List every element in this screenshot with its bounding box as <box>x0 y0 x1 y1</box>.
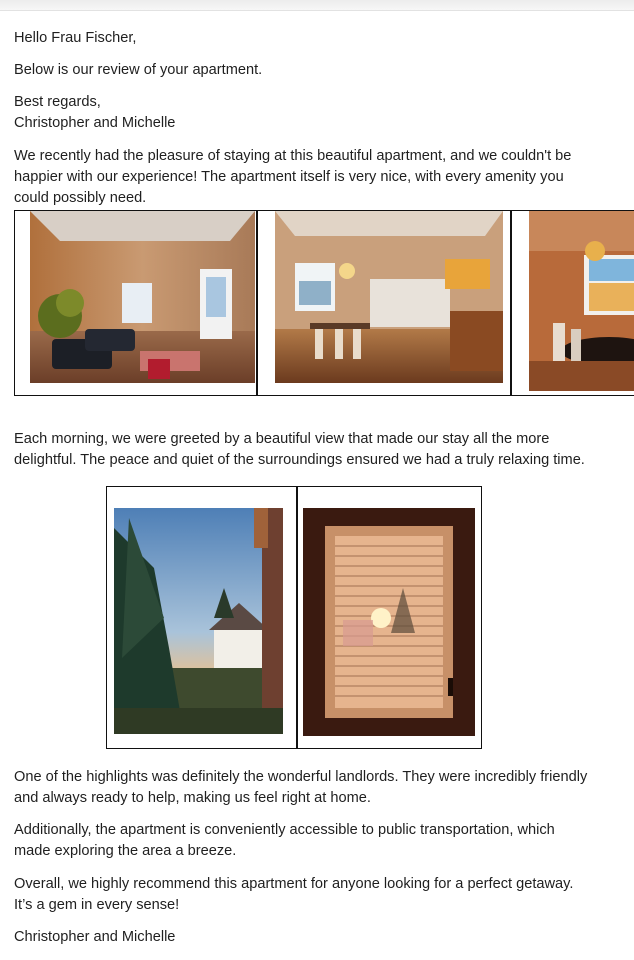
top-bar <box>0 0 634 11</box>
window-sunrise-photo <box>303 508 475 736</box>
regards-line: Best regards, <box>14 94 101 110</box>
dining-room-photo <box>529 211 634 391</box>
paragraph-morning-view: Each morning, we were greeted by a beautiful view that made our stay all the more delightful. The peace and quiet of the surroundings ensured we had a truly relaxing time. <box>14 431 585 468</box>
kitchen-photo <box>275 211 503 383</box>
greeting: Hello Frau Fischer, <box>14 30 137 46</box>
photo-row-1 <box>14 210 634 396</box>
intro-line: Below is our review of your apartment. <box>14 62 263 78</box>
paragraph-recommendation: Overall, we highly recommend this apartment for anyone looking for a perfect getaway. It’s a gem in every sense! <box>14 876 574 913</box>
paragraph-landlords: One of the highlights was definitely the wonderful landlords. They were incredibly friendly and always ready to help, making us feel right at home. <box>14 769 588 806</box>
garden-view-photo <box>114 508 283 734</box>
signature-bottom: Christopher and Michelle <box>14 929 176 945</box>
living-room-photo <box>30 211 255 383</box>
signature-top: Christopher and Michelle <box>14 115 176 131</box>
paragraph-transport: Additionally, the apartment is conveniently accessible to public transportation, which made exploring the area a breeze. <box>14 822 555 859</box>
paragraph-amenities: We recently had the pleasure of staying at this beautiful apartment, and we couldn't be happier with our experience! The apartment itself is very nice, with every amenity you could possibly need. <box>14 148 572 206</box>
photo-row-2 <box>106 486 482 749</box>
